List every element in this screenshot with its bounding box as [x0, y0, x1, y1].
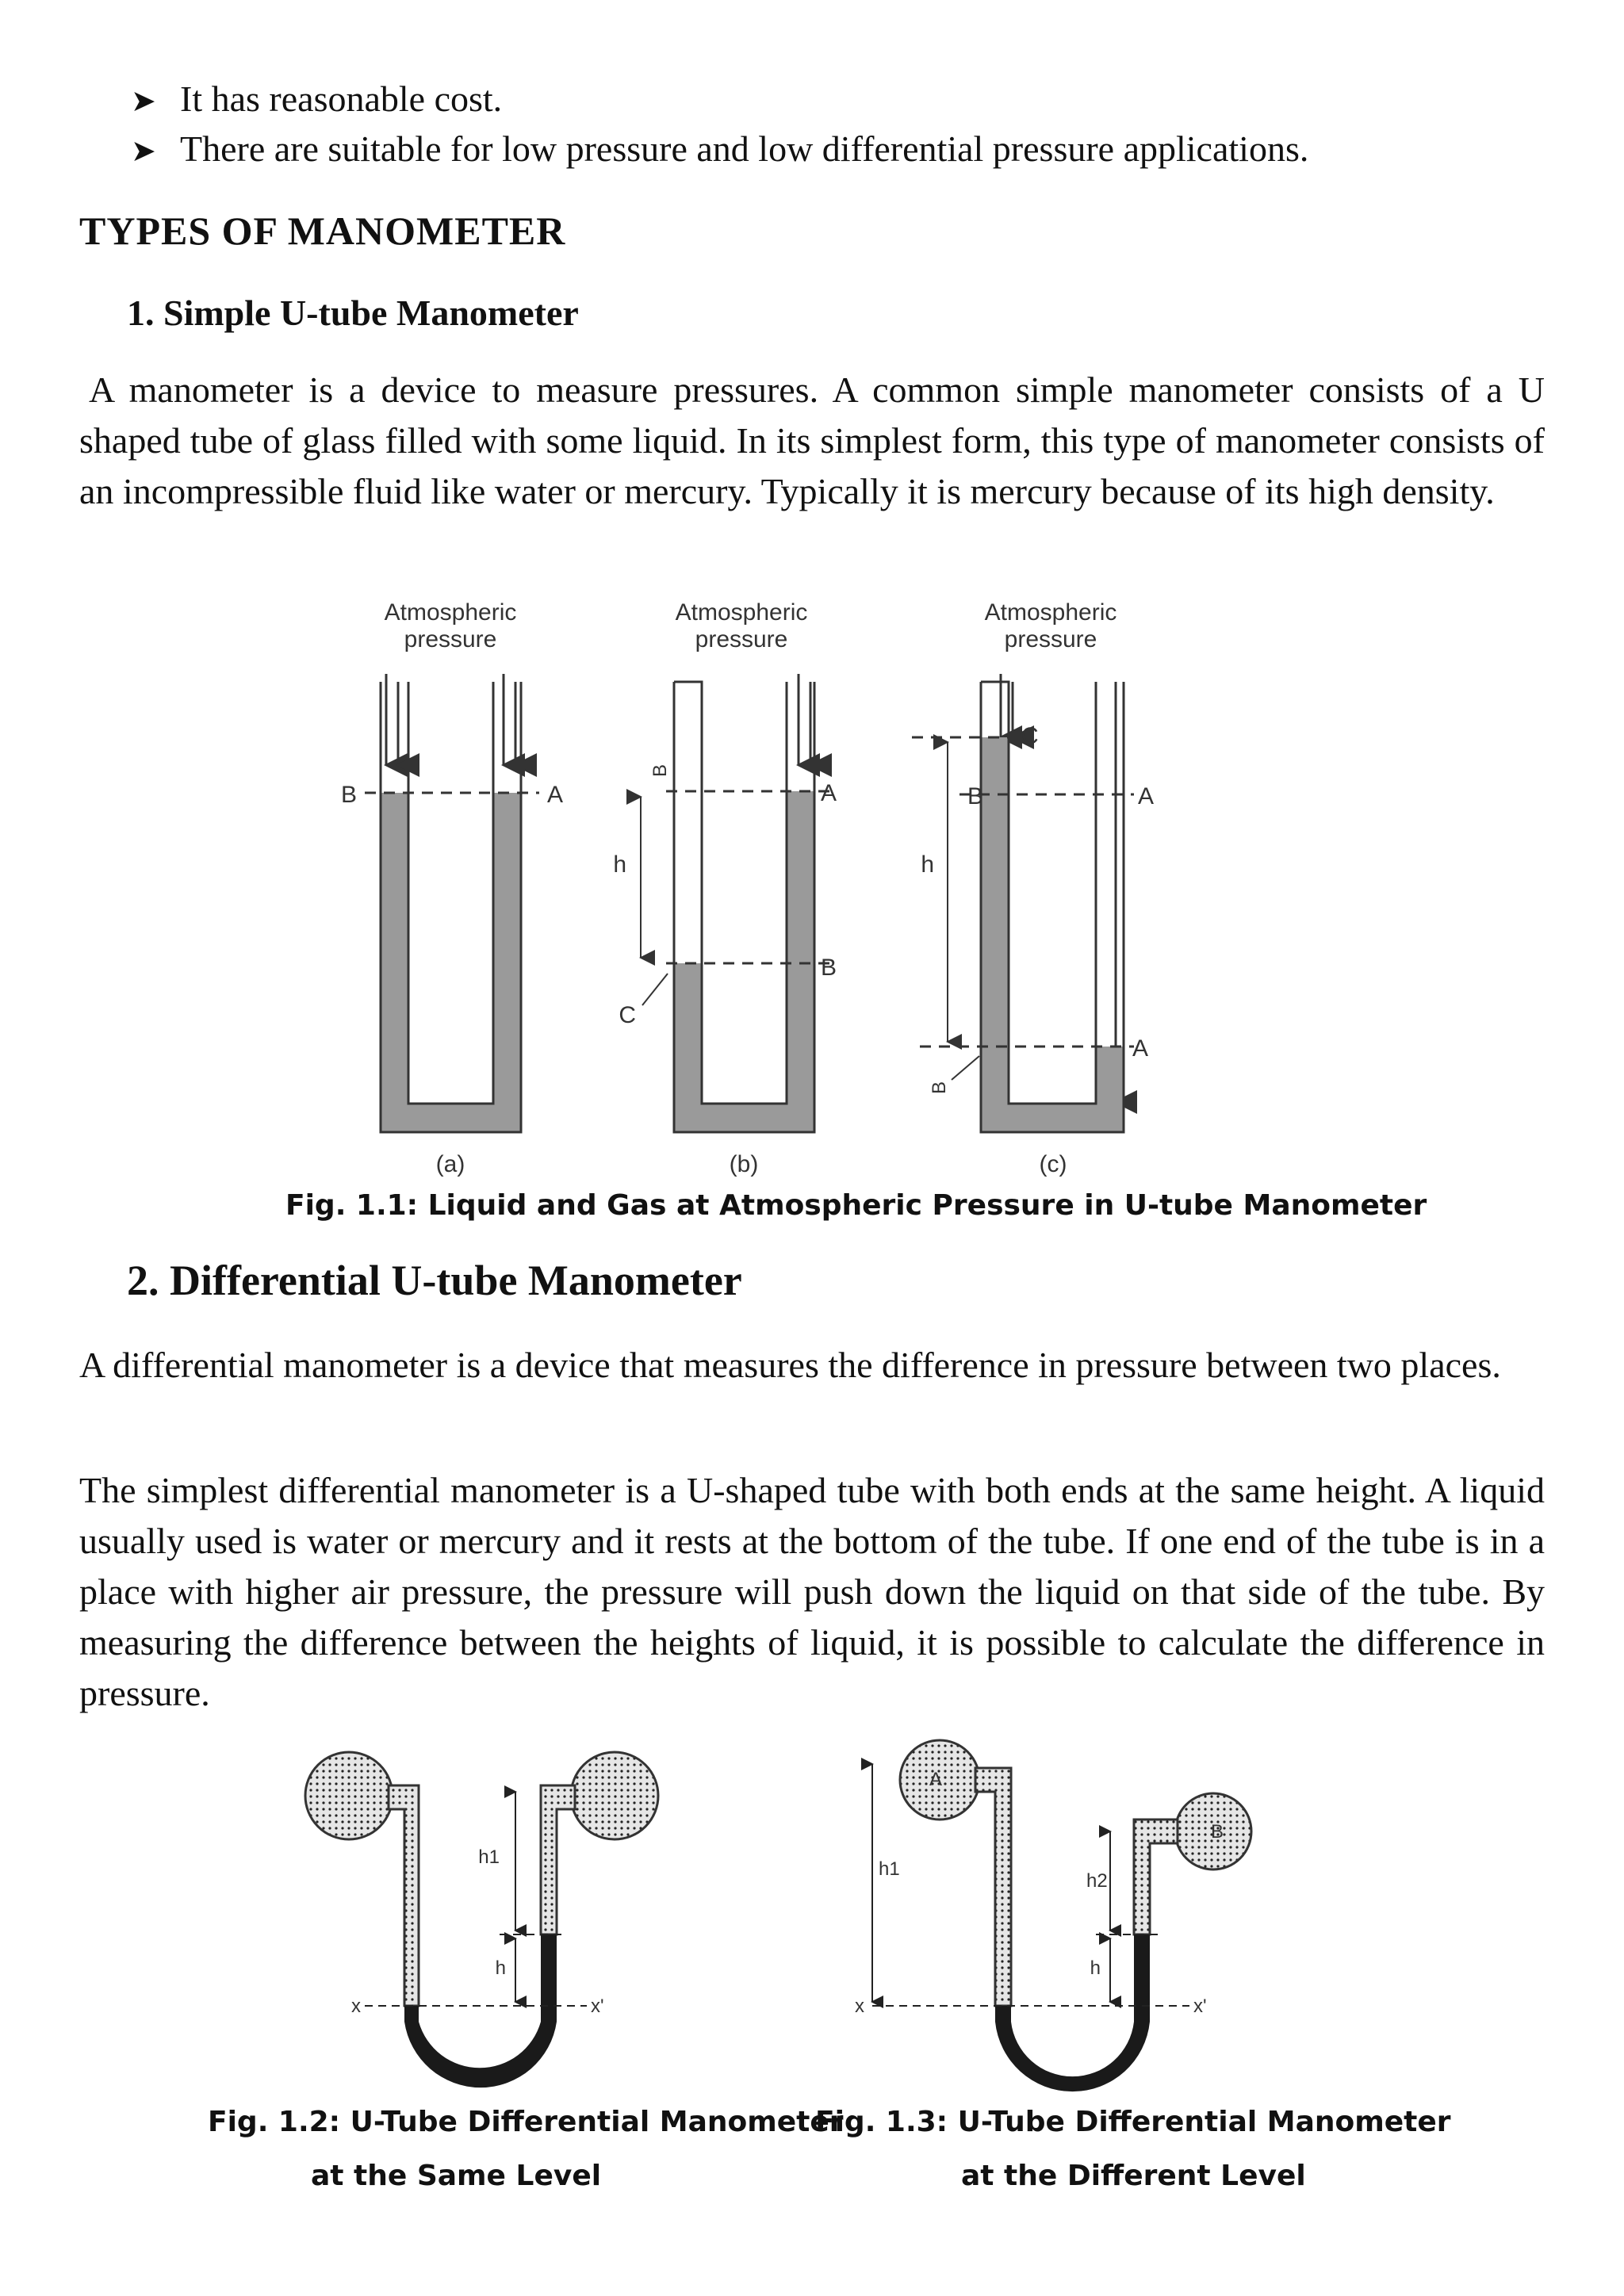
- label-a: A: [1138, 783, 1155, 809]
- paragraph-text: The simplest differential manometer is a U-shaped tube with both ends at the same height. A liquid usually used is water or mercury and it rests at the bottom of the tube. If one end of the tube is in a place with higher air pressure, the pressure will push down the liquid on that side of the tube. By measuring the difference between the heights of liquid, it is possible to calculate the difference in pressure.: [79, 1470, 1545, 1713]
- subsection-title: 2. Differential U-tube Manometer: [127, 1257, 742, 1304]
- bullet-item: [131, 75, 502, 124]
- atmospheric-label: Atmospheric: [675, 599, 808, 626]
- label-h2: h2: [1086, 1870, 1108, 1892]
- label-a: A: [929, 1769, 943, 1790]
- pressure-label: pressure: [695, 626, 788, 652]
- bullet-text: There are suitable for low pressure and low differential pressure applications.: [180, 128, 1309, 169]
- figure-u-tube-atmospheric: [262, 587, 1356, 1237]
- label-b: B: [340, 782, 357, 808]
- label-x: x: [855, 1996, 864, 2017]
- sub-label-b: (b): [729, 1151, 759, 1177]
- pressure-label: pressure: [404, 626, 497, 652]
- figure-caption: at the Different Level: [961, 2160, 1306, 2192]
- sub-label-c: (c): [1039, 1151, 1067, 1177]
- figure-caption: at the Same Level: [311, 2160, 602, 2192]
- panel-b: [613, 599, 837, 1177]
- label-h: h: [613, 851, 626, 878]
- figure-caption: Fig. 1.2: U-Tube Differential Manometer: [208, 2106, 844, 2138]
- label-b-lower: B: [929, 1081, 950, 1094]
- label-b: B: [1210, 1821, 1224, 1843]
- sub-label-a: (a): [435, 1151, 465, 1177]
- paragraph: [79, 1465, 1545, 1719]
- paragraph: [79, 365, 1545, 517]
- arrow-bullet-icon: ➤: [131, 83, 156, 118]
- arrow-bullet-icon: ➤: [131, 133, 156, 168]
- label-h1: h1: [478, 1846, 500, 1868]
- label-h: h: [921, 851, 934, 878]
- paragraph: [79, 1340, 1545, 1391]
- atmospheric-label: Atmospheric: [984, 599, 1117, 626]
- figure-differential-same-level: [301, 1736, 698, 2101]
- label-x-prime: x': [1193, 1996, 1207, 2017]
- label-c: C: [619, 1002, 636, 1028]
- bulb: [305, 1752, 393, 1839]
- bullet-item: [131, 125, 1308, 174]
- label-h: h: [495, 1957, 506, 1979]
- figure-differential-different-level: [841, 1736, 1285, 2101]
- bullet-text: It has reasonable cost.: [180, 78, 503, 119]
- figure-caption: Fig. 1.3: U-Tube Differential Manometer: [815, 2106, 1451, 2138]
- label-x: x: [351, 1996, 361, 2017]
- label-h1: h1: [879, 1858, 900, 1880]
- label-c: C: [1021, 723, 1039, 749]
- label-a: A: [547, 782, 564, 808]
- subsection-title: 1. Simple U-tube Manometer: [127, 293, 579, 333]
- atmospheric-label: Atmospheric: [384, 599, 517, 626]
- label-h: h: [1090, 1957, 1101, 1979]
- label-a: A: [821, 780, 837, 806]
- bulb: [571, 1752, 658, 1839]
- panel-a: [341, 599, 563, 1177]
- label-b-lower: B: [821, 955, 837, 981]
- paragraph-text: A manometer is a device to measure pressures. A common simple manometer consists of a U shaped tube of glass filled with some liquid. In its simplest form, this type of manometer consists of an incompressible fluid like water or mercury. Typically it is mercury because of its high density.: [79, 369, 1545, 511]
- label-b: B: [649, 763, 671, 777]
- pressure-label: pressure: [1004, 626, 1097, 652]
- label-x-prime: x': [591, 1996, 604, 2017]
- paragraph-text: A differential manometer is a device that measures the difference in pressure between two places.: [79, 1345, 1501, 1385]
- section-title: TYPES OF MANOMETER: [79, 209, 566, 253]
- label-a-lower: A: [1132, 1035, 1149, 1062]
- figure-caption: Fig. 1.1: Liquid and Gas at Atmospheric Pressure in U-tube Manometer: [285, 1189, 1427, 1222]
- label-b: B: [967, 783, 984, 809]
- panel-c: [912, 599, 1154, 1177]
